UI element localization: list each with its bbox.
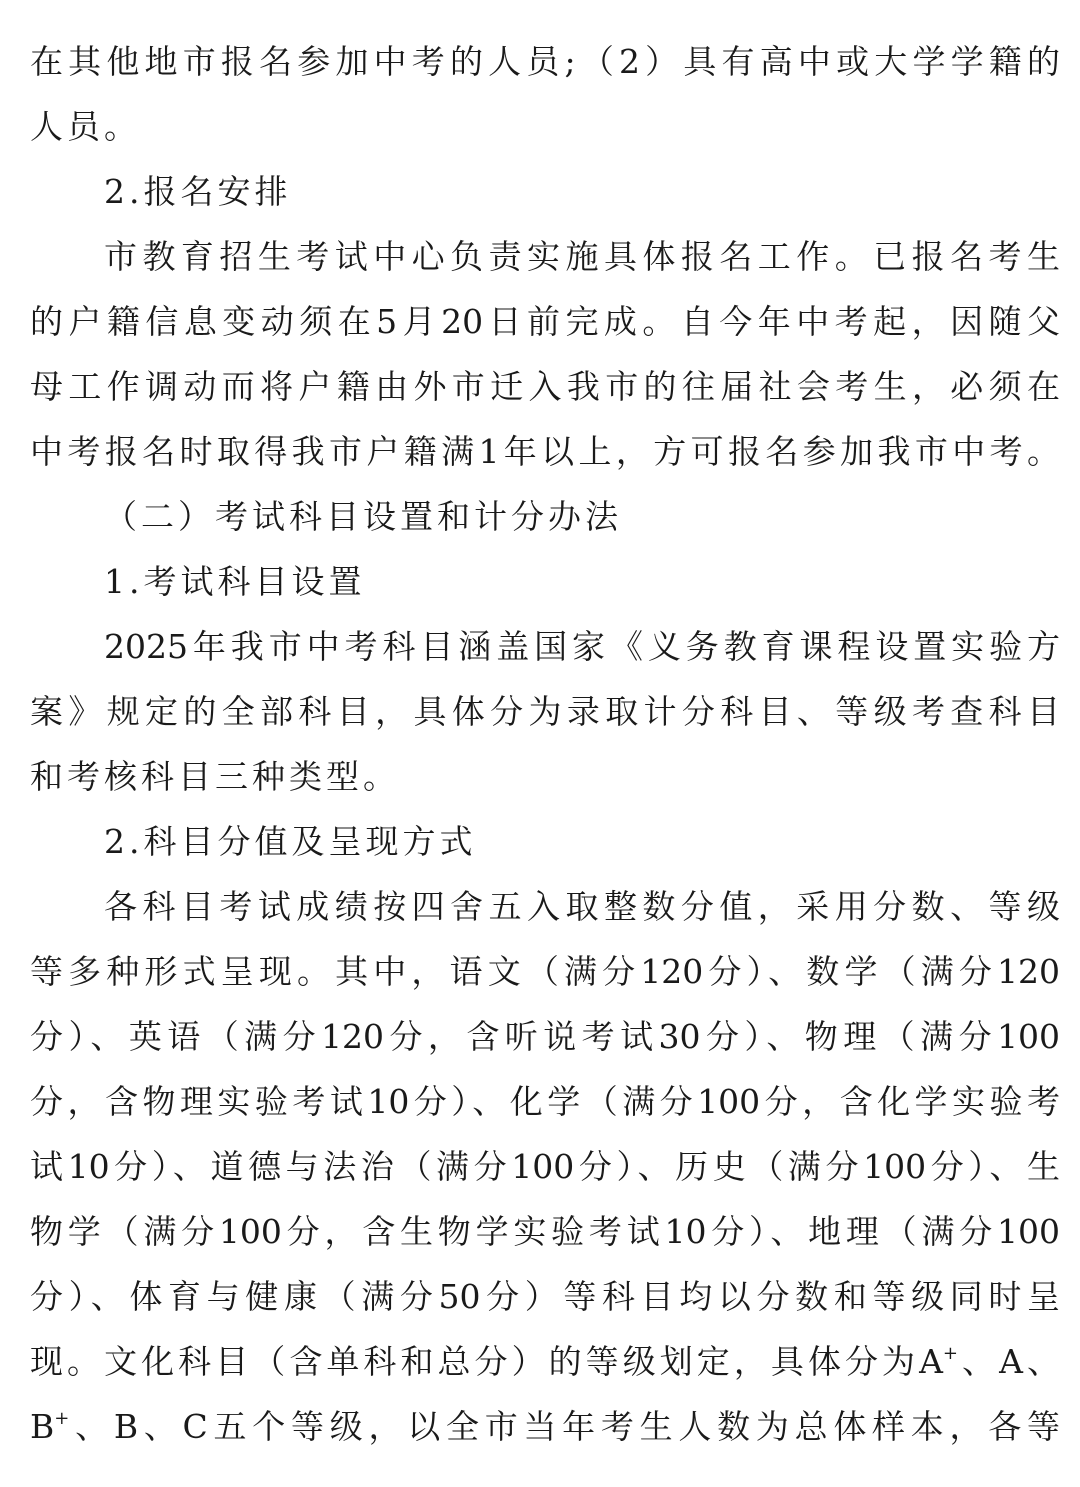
- paragraph-line: 分）、体育与健康（满分50分）等科目均以分数和等级同时呈: [30, 1277, 1060, 1316]
- paragraph-line: [30, 1395, 1060, 1459]
- grade-plus-superscript: +: [54, 1408, 70, 1429]
- line-text: 、A、: [958, 1342, 1060, 1381]
- line-text: 现。文化科目（含单科和总分）的等级划定，具体分为A: [30, 1342, 943, 1381]
- section-heading: 1.考试科目设置: [104, 562, 366, 601]
- paragraph-line: 中考报名时取得我市户籍满1年以上，方可报名参加我市中考。: [30, 432, 1060, 471]
- grade-plus-superscript: +: [942, 1343, 959, 1364]
- paragraph-line: 各科目考试成绩按四舍五入取整数分值，采用分数、等级: [104, 887, 1060, 926]
- paragraph-line: [30, 1330, 1060, 1394]
- paragraph-line: 2025年我市中考科目涵盖国家《义务教育课程设置实验方: [104, 627, 1060, 666]
- paragraph-line: 母工作调动而将户籍由外市迁入我市的往届社会考生，必须在: [30, 367, 1060, 406]
- paragraph-line: 和考核科目三种类型。: [30, 757, 400, 796]
- paragraph-line: 分）、英语（满分120分，含听说考试30分）、物理（满分100: [30, 1017, 1060, 1056]
- paragraph-line: 案》规定的全部科目，具体分为录取计分科目、等级考查科目: [30, 692, 1060, 731]
- paragraph-line: 分，含物理实验考试10分）、化学（满分100分，含化学实验考: [30, 1082, 1060, 1121]
- section-heading: 2.报名安排: [104, 172, 292, 211]
- section-heading: 2.科目分值及呈现方式: [104, 822, 477, 861]
- paragraph-line: 在其他地市报名参加中考的人员;（2）具有高中或大学学籍的: [30, 42, 1060, 81]
- section-heading: （二）考试科目设置和计分办法: [104, 497, 622, 536]
- line-text: 、B、C五个等级，以全市当年考生人数为总体样本，各等: [69, 1407, 1060, 1446]
- paragraph-line: 等多种形式呈现。其中，语文（满分120分）、数学（满分120: [30, 952, 1060, 991]
- paragraph-line: 人员。: [30, 107, 141, 146]
- paragraph-line: 的户籍信息变动须在5月20日前完成。自今年中考起，因随父: [30, 302, 1060, 341]
- line-text: B: [30, 1407, 55, 1446]
- paragraph-line: 市教育招生考试中心负责实施具体报名工作。已报名考生: [104, 237, 1060, 276]
- paragraph-line: 试10分）、道德与法治（满分100分）、历史（满分100分）、生: [30, 1147, 1060, 1186]
- paragraph-line: 物学（满分100分，含生物学实验考试10分）、地理（满分100: [30, 1212, 1060, 1251]
